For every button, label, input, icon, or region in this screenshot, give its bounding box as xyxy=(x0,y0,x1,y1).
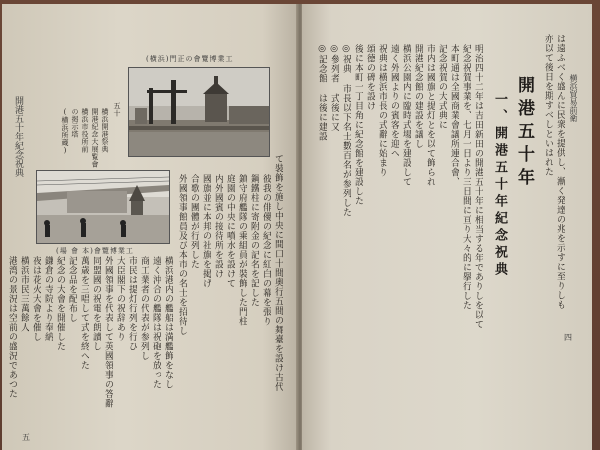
right-page xyxy=(302,4,592,450)
left-column: 同盟國の祝電を朗讀し xyxy=(91,256,101,351)
side-note-2: 横浜開港祭典 xyxy=(101,108,109,153)
left-column: 庭園の中央に噴水を設けて xyxy=(225,174,235,288)
right-column: 遠く外國よりの賓客を迎へ xyxy=(389,44,399,158)
left-column: 鎌倉の寺院より奉納 xyxy=(43,256,53,342)
left-column: 紀念の大會を開催した xyxy=(55,256,65,351)
chapter-title: 開港五十年 xyxy=(514,76,534,191)
right-page-number: 四 xyxy=(564,333,572,342)
right-column: 紀念祝賀事業を、七月一日より三日間に亘り大々的に擧行した xyxy=(461,44,471,310)
side-note-3: 開港紀念大展覧會 xyxy=(91,108,99,168)
left-column: 横浜市民三萬餘人 xyxy=(19,256,29,332)
left-column: 國旗並に本邦の社旗を掲げ xyxy=(201,174,211,288)
right-column: 祝典は横浜市長の式辭に始まり xyxy=(377,44,387,177)
left-column: 市民は提灯行列を行ひ xyxy=(127,256,137,351)
left-page-number: 五 xyxy=(22,433,30,442)
left-column: て裝飾を施し中央に間口十間奧行五間の舞臺を設け古代 xyxy=(273,154,283,392)
left-column: 内外國賓の接待所を設け xyxy=(213,174,223,279)
left-column: 港湾の景況は空前の盛況であつた xyxy=(7,256,17,399)
side-note-6: (横浜所蔵) xyxy=(61,108,69,155)
right-column: 後に本町一丁目角に紀念館を建設した xyxy=(353,44,363,206)
right-column: 市内は國旗と提灯とを以て飾られ xyxy=(425,44,435,187)
left-column: 大臣閣下の祝辞あり xyxy=(115,256,125,342)
caption-top-photo: (横浜)門正の會覽博業工 xyxy=(146,55,234,63)
section-title: 一、開港五十年紀念祝典 xyxy=(492,92,507,279)
left-running-head: 開港五十年紀念祝典 xyxy=(13,96,23,177)
left-column: 外國領事を代表して英國領事の答辭 xyxy=(103,256,113,408)
open-book xyxy=(2,4,592,450)
left-column: 横浜港内の艦船は満艦飾をなし xyxy=(163,256,173,389)
photo-exhibition-gate xyxy=(128,67,270,157)
left-column: 記念品を配布し xyxy=(67,256,77,323)
right-column: 頌德の碑を設け xyxy=(365,44,375,111)
left-column: 商工業者の代表が参列し xyxy=(139,256,149,361)
right-running-head: 横浜貿易前衛 xyxy=(569,74,578,122)
caption-bottom-photo: (場 會 本)會覽博業工 xyxy=(56,247,134,255)
side-note-1: 五十 xyxy=(113,102,121,117)
right-column: 本町通は全國商業會議所連合會、 xyxy=(449,44,459,187)
intro-column: 亦以て後日を期すべしといはれた xyxy=(543,34,553,177)
right-column: 記念祝賀の大式典に xyxy=(437,44,447,130)
side-note-5: の掲示塔 xyxy=(71,108,79,138)
right-column: 横浜公園内に臨時式場を建設して xyxy=(401,44,411,187)
side-note-4: 横浜市役所前 xyxy=(81,108,89,153)
left-column: 鎮守府艦隊の乘組員が裝飾した門柱 xyxy=(237,174,247,326)
left-column: 萬歳を三唱して式を終へた xyxy=(79,256,89,370)
right-column: ◎祝典 市長以下名士數百名が参列した xyxy=(341,44,351,217)
intro-column: は遠ふべく盛んに民衆を提供し、漸く発達の兆を示すに至りしも xyxy=(555,34,565,310)
right-column: 明治四十二年は吉田新田の開港五十年に相当する年でありしを以て xyxy=(473,44,483,329)
right-column: 開港紀念館の建設を議し xyxy=(413,44,423,149)
left-column: 鋼鐵柱に寄附金の記名を記した xyxy=(249,174,259,307)
right-column: ◎記念館 は後に建設 xyxy=(317,44,327,141)
left-column: 夜は花火大會を催し xyxy=(31,256,41,342)
left-column: 彼我の俳優の紀念に紅白の幕を張り xyxy=(261,174,271,326)
left-page xyxy=(2,4,298,450)
photo-exhibition-hall xyxy=(36,170,170,244)
left-column: 遠く沖合の艦隊は祝砲を放った xyxy=(151,256,161,389)
left-column: 外國領事館員及び本市の名士を招待し xyxy=(177,174,187,336)
left-column: 合歌の團體が行列した xyxy=(189,174,199,269)
right-column: ◎參列者 式後に又 xyxy=(329,44,339,132)
